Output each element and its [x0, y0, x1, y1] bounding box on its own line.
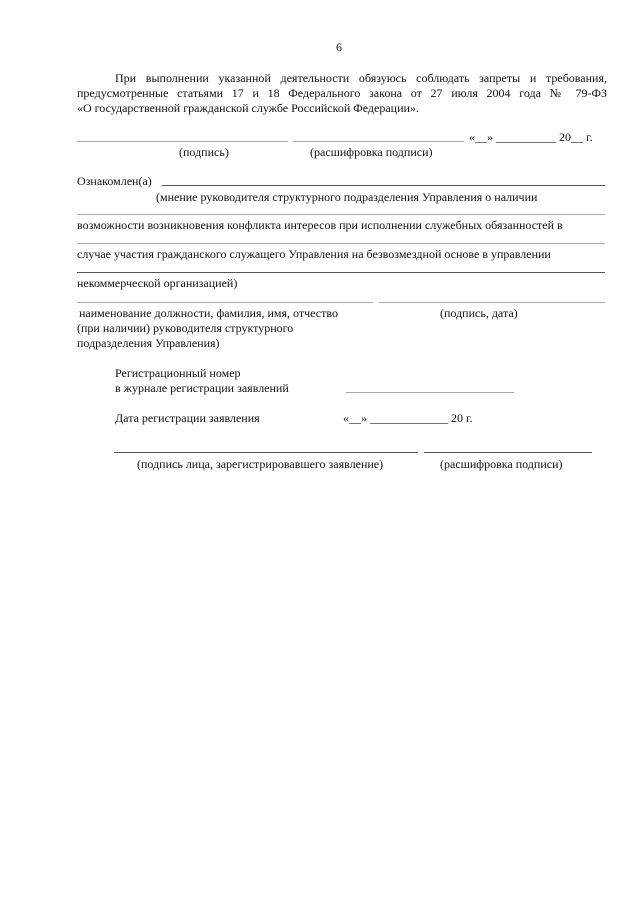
intro-paragraph: [77, 71, 607, 116]
registration-number-label-2: в журнале регистрации заявлений: [115, 381, 289, 395]
head-signature-caption: (подпись, дата): [440, 306, 518, 320]
decoding-caption: (расшифровка подписи): [310, 145, 433, 159]
acknowledged-line[interactable]: [162, 185, 605, 186]
registrar-signature-caption: (подпись лица, зарегистрировавшего заявление): [137, 457, 384, 471]
acknowledged-line-3: случае участия гражданского служащего Управления на безвозмездной основе в управлении: [77, 247, 551, 261]
decoding-line[interactable]: [293, 141, 464, 142]
registration-number-label-1: Регистрационный номер: [115, 366, 241, 380]
acknowledged-line-2: возможности возникновения конфликта интересов при исполнении служебных обязанностей в: [77, 218, 563, 232]
head-caption-line-3: подразделения Управления): [77, 336, 220, 350]
intro-line-2: предусмотренные статьями 17 и 18 Федерального закона от 27 июля 2004 года № 79-ФЗ: [77, 86, 607, 100]
opinion-line-2[interactable]: [77, 243, 605, 244]
acknowledged-caption: (мнение руководителя структурного подразделения Управления о наличии: [156, 190, 538, 204]
intro-line-3: «О государственной гражданской службе Российской Федерации».: [77, 101, 419, 115]
registration-date-value: «__» _____________ 20 г.: [343, 411, 473, 425]
opinion-line-3[interactable]: [77, 272, 605, 273]
registrar-decoding-caption: (расшифровка подписи): [440, 457, 563, 471]
registration-number-line[interactable]: [346, 392, 514, 393]
signature-line[interactable]: [77, 141, 288, 142]
head-name-line[interactable]: [77, 302, 373, 303]
intro-line-1: При выполнении указанной деятельности обязуюсь соблюдать запреты и требования,: [115, 71, 607, 85]
page-number: 6: [336, 40, 342, 54]
signature-date-text: «__» __________ 20__ г.: [469, 130, 593, 144]
head-caption-line-1: наименование должности, фамилия, имя, отчество: [79, 306, 338, 320]
registration-date-label: Дата регистрации заявления: [115, 411, 260, 425]
head-signature-line[interactable]: [379, 302, 605, 303]
head-caption-line-2: (при наличии) руководителя структурного: [77, 321, 294, 335]
opinion-line-1[interactable]: [77, 214, 605, 215]
acknowledged-label: Ознакомлен(а): [77, 174, 152, 188]
signature-caption: (подпись): [179, 145, 229, 159]
acknowledged-line-4: некоммерческой организацией): [77, 276, 238, 290]
registrar-decoding-line[interactable]: [424, 452, 592, 453]
registrar-signature-line[interactable]: [114, 452, 418, 453]
